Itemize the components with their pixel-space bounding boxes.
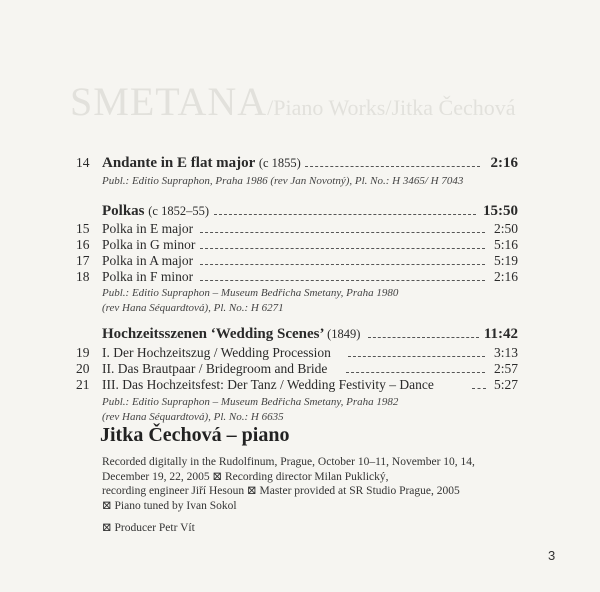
dotted-leader	[200, 264, 485, 265]
credit-line: recording engineer Jiří Hesoun ⊠ Master provided at SR Studio Prague, 2005	[102, 485, 460, 497]
dotted-leader	[200, 280, 485, 281]
track-duration: 2:50	[493, 221, 518, 236]
track-row	[0, 361, 600, 377]
publication-note: (rev Hana Séquardtová), Pl. No.: H 6635	[102, 411, 284, 423]
header-performer: Jitka Čechová	[391, 95, 516, 120]
work-title: Hochzeitsszenen ‘Wedding Scenes’ (1849)	[102, 326, 361, 342]
header-works: Piano Works	[273, 95, 386, 120]
track-number: 17	[76, 253, 90, 268]
header-separator: /	[385, 95, 392, 120]
dotted-leader	[348, 356, 485, 357]
work-title: Polkas (c 1852–55)	[102, 203, 210, 219]
track-number: 14	[76, 155, 90, 170]
dotted-leader	[200, 248, 485, 249]
page-number: 3	[548, 548, 556, 563]
credit-line: ⊠ Producer Petr Vít	[102, 522, 195, 534]
dotted-leader	[214, 214, 476, 215]
dotted-leader	[472, 388, 486, 389]
track-title: Andante in E flat major (c 1855)	[102, 155, 301, 171]
work-duration: 15:50	[483, 203, 518, 219]
publication-note: Publ.: Editio Supraphon – Museum Bedřicha Smetany, Praha 1982	[102, 396, 399, 408]
dotted-leader	[305, 166, 480, 167]
credit-line: Recorded digitally in the Rudolfinum, Prague, October 10–11, November 10, 14,	[102, 456, 475, 468]
performer-heading: Jitka Čechová – piano	[100, 424, 290, 446]
track-duration: 5:27	[493, 377, 518, 392]
dotted-leader	[346, 372, 485, 373]
track-duration: 5:16	[493, 237, 518, 252]
work-duration: 11:42	[483, 326, 518, 342]
track-title: Polka in A major	[102, 253, 194, 268]
track-number: 21	[76, 377, 90, 392]
track-number: 15	[76, 221, 90, 236]
track-number: 20	[76, 361, 90, 376]
track-title: Polka in F minor	[102, 269, 194, 284]
track-number: 18	[76, 269, 90, 284]
track-duration: 5:19	[493, 253, 518, 268]
track-duration: 2:16	[490, 155, 518, 171]
recording-credits	[102, 455, 475, 536]
track-row	[0, 237, 600, 253]
track-row	[0, 269, 600, 285]
track-row	[0, 345, 600, 361]
publication-note: (rev Hana Séquardtová), Pl. No.: H 6271	[102, 302, 284, 314]
work-header-row	[0, 326, 600, 342]
track-row	[0, 253, 600, 269]
header-separator: /	[267, 95, 274, 120]
series-header	[70, 82, 600, 122]
track-number: 19	[76, 345, 90, 360]
track-title: Polka in G minor	[102, 237, 196, 252]
track-title: Polka in E major	[102, 221, 194, 236]
track-duration: 2:57	[493, 361, 518, 376]
header-composer: SMETANA	[70, 82, 268, 122]
track-title: II. Das Brautpaar / Bridegroom and Bride	[102, 361, 328, 376]
dotted-leader	[200, 232, 485, 233]
track-title: I. Der Hochzeitszug / Wedding Procession	[102, 345, 331, 360]
dotted-leader	[368, 337, 479, 338]
publication-note: Publ.: Editio Supraphon, Praha 1986 (rev Jan Novotný), Pl. No.: H 3465/ H 7043	[102, 175, 464, 187]
track-number: 16	[76, 237, 90, 252]
track-row	[0, 377, 600, 393]
track-row	[0, 221, 600, 237]
track-row	[0, 155, 600, 171]
work-header-row	[0, 203, 600, 219]
track-duration: 3:13	[493, 345, 518, 360]
track-title: III. Das Hochzeitsfest: Der Tanz / Wedding Festivity – Dance	[102, 377, 434, 392]
credit-line: ⊠ Piano tuned by Ivan Sokol	[102, 499, 237, 512]
credit-line: December 19, 22, 2005 ⊠ Recording director Milan Puklický,	[102, 470, 389, 483]
track-duration: 2:16	[493, 269, 518, 284]
publication-note: Publ.: Editio Supraphon – Museum Bedřicha Smetany, Praha 1980	[102, 287, 399, 299]
